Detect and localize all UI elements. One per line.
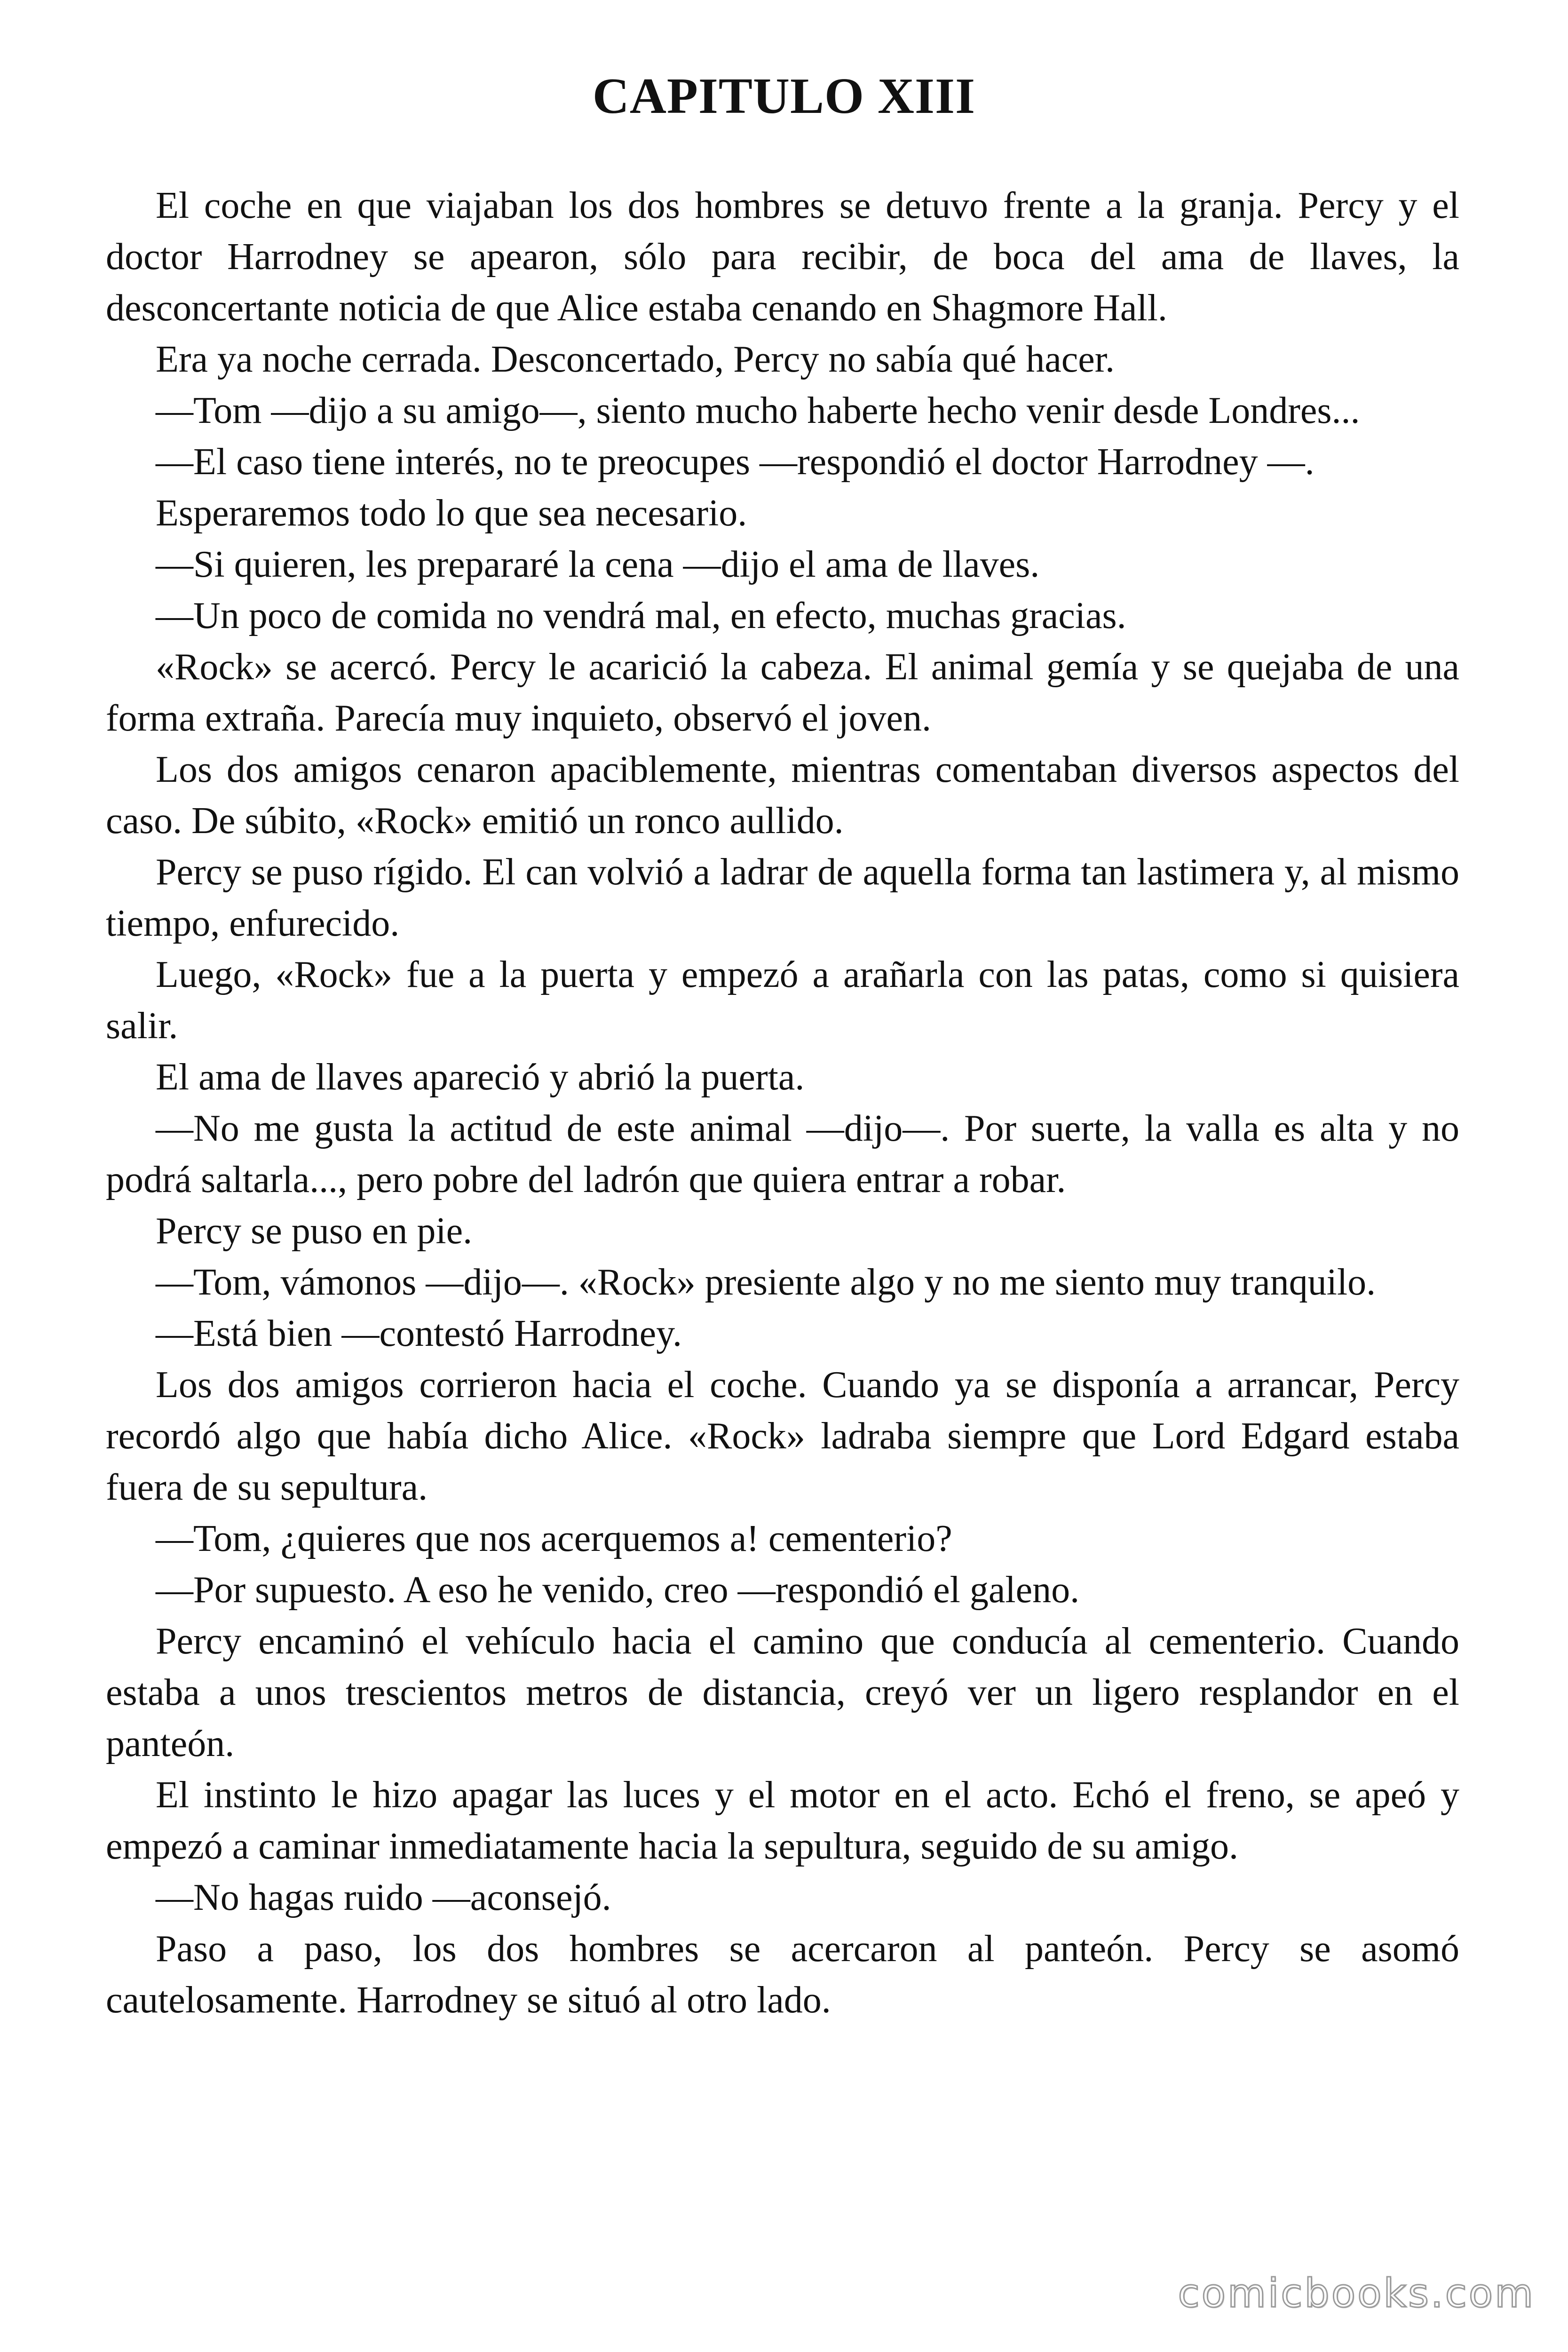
paragraph: El instinto le hizo apagar las luces y el motor en el acto. Echó el freno, se apeó y empezó a caminar inmediatamente hacia la sepultura, seguido de su amigo. [106,1774,1459,1867]
chapter-body [106,180,1459,2026]
paragraph: —Si quieren, les prepararé la cena —dijo el ama de llaves. [156,544,1040,585]
paragraph: Esperaremos todo lo que sea necesario. [156,493,747,534]
paragraph: —El caso tiene interés, no te preocupes —respondió el doctor Harrodney —. [156,441,1315,483]
paragraph: —Tom, ¿quieres que nos acerquemos a! cementerio? [156,1518,952,1559]
paragraph: Luego, «Rock» fue a la puerta y empezó a arañarla con las patas, como si quisiera salir. [106,954,1459,1047]
paragraph: —No hagas ruido —aconsejó. [156,1877,611,1918]
paragraph: Paso a paso, los dos hombres se acercaron al panteón. Percy se asomó cautelosamente. Harrodney se situó al otro lado. [106,1928,1459,2021]
paragraph: —No me gusta la actitud de este animal —dijo—. Por suerte, la valla es alta y no podrá saltarla..., pero pobre del ladrón que quiera entrar a robar. [106,1108,1459,1200]
paragraph: —Por supuesto. A eso he venido, creo —respondió el galeno. [156,1569,1080,1611]
paragraph: «Rock» se acercó. Percy le acarició la cabeza. El animal gemía y se quejaba de una forma extraña. Parecía muy inquieto, observó el joven. [106,646,1459,739]
paragraph: —Tom —dijo a su amigo—, siento mucho haberte hecho venir desde Londres... [156,390,1360,431]
watermark: comicbooks.com [1178,2270,1535,2316]
paragraph: El ama de llaves apareció y abrió la puerta. [156,1057,805,1098]
paragraph: Percy encaminó el vehículo hacia el camino que conducía al cementerio. Cuando estaba a unos trescientos metros de distancia, creyó ver un ligero resplandor en el panteón. [106,1621,1459,1764]
paragraph: Percy se puso en pie. [156,1210,473,1252]
paragraph: Percy se puso rígido. El can volvió a ladrar de aquella forma tan lastimera y, al mismo tiempo, enfurecido. [106,851,1459,944]
paragraph: —Tom, vámonos —dijo—. «Rock» presiente algo y no me siento muy tranquilo. [156,1262,1376,1303]
paragraph: —Está bien —contestó Harrodney. [156,1313,682,1354]
paragraph: Los dos amigos corrieron hacia el coche. Cuando ya se disponía a arrancar, Percy recordó algo que había dicho Alice. «Rock» ladraba siempre que Lord Edgard estaba fuera de su sepultura. [106,1364,1459,1508]
paragraph: —Un poco de comida no vendrá mal, en efecto, muchas gracias. [156,595,1126,636]
paragraph: El coche en que viajaban los dos hombres se detuvo frente a la granja. Percy y el doctor Harrodney se apearon, sólo para recibir, de boca del ama de llaves, la desconcertante noticia de que Alice estaba cenando en Shagmore Hall. [106,185,1459,329]
paragraph: Era ya noche cerrada. Desconcertado, Percy no sabía qué hacer. [156,339,1115,380]
paragraph: Los dos amigos cenaron apaciblemente, mientras comentaban diversos aspectos del caso. De súbito, «Rock» emitió un ronco aullido. [106,749,1459,842]
chapter-title: CAPITULO XIII [592,68,976,124]
